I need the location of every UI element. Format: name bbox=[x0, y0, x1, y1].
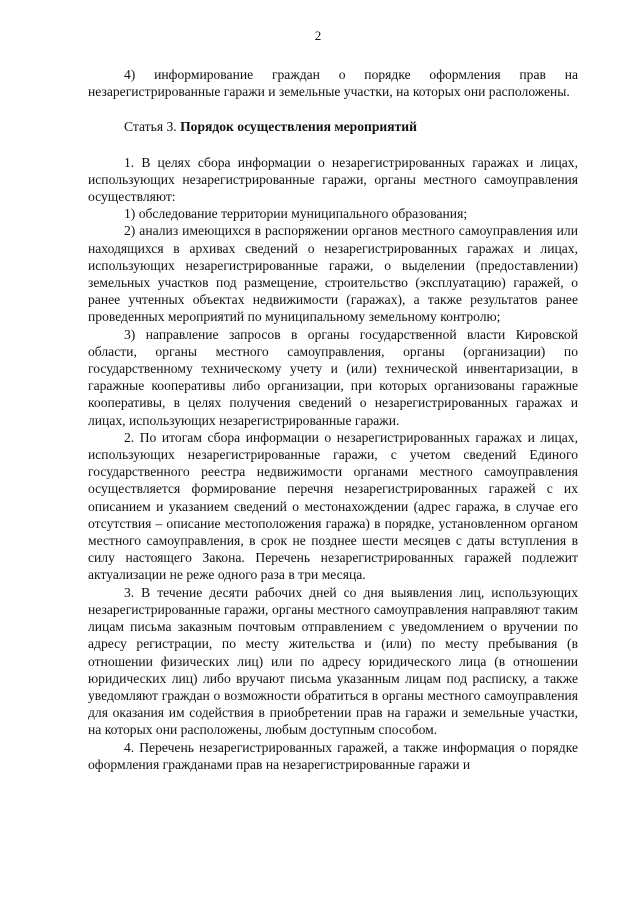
paragraph-1: 1. В целях сбора информации о незарегистрированных гаражах и лицах, использующих незарегистрированные гаражи, органы местного самоуправления осуществляют: bbox=[88, 154, 578, 205]
paragraph-2: 2. По итогам сбора информации о незарегистрированных гаражах и лицах, использующих незарегистрированные гаражи, с учетом сведений Единого государственного реестра недвижимости органами местного самоуправления осуществляется формирование перечня незарегистрированных гаражей с их описанием и указанием сведений о местонахождении (адрес гаража, в случае его отсутствия – описание местоположения гаража) в порядке, установленном органом местного самоуправления, в срок не позднее шести месяцев с даты вступления в силу настоящего Закона. Перечень незарегистрированных гаражей подлежит актуализации не реже одного раза в три месяца. bbox=[88, 429, 578, 583]
document-body bbox=[88, 66, 578, 773]
paragraph-1-item-1: 1) обследование территории муниципального образования; bbox=[124, 206, 468, 222]
article-title: Порядок осуществления мероприятий bbox=[180, 119, 417, 135]
paragraph-4: 4. Перечень незарегистрированных гаражей, а также информация о порядке оформления гражданами прав на незарегистрированные гаражи и bbox=[88, 739, 578, 772]
article-number: Статья 3. bbox=[124, 119, 177, 135]
paragraph-1-item-3: 3) направление запросов в органы государственной власти Кировской области, органы местного самоуправления, органы (организации) по государственному техническому учету и (или) технической инвентаризации, в гаражные кооперативы либо организации, при которых организованы гаражные кооперативы, в целях получения сведений о незарегистрированных гаражах и лицах, использующих незарегистрированные гаражи. bbox=[88, 326, 578, 428]
article-heading bbox=[88, 118, 578, 135]
paragraph-3: 3. В течение десяти рабочих дней со дня выявления лиц, использующих незарегистрированные гаражи, органы местного самоуправления направляют таким лицам письма заказным почтовым отправлением с уведомлением о вручении по адресу регистрации, по месту жительства и (или) по месту пребывания (в отношении физических лиц) или по адресу юридического лица (в отношении юридических лиц) либо вручают письма указанным лицам под расписку, а также уведомляют граждан о возможности обратиться в органы местного самоуправления для оказания им содействия в приобретении прав на гаражи и земельные участки, на которых они расположены, любым доступным способом. bbox=[88, 584, 578, 738]
paragraph-1-item-2: 2) анализ имеющихся в распоряжении органов местного самоуправления или находящихся в архивах сведений о незарегистрированных гаражах и лицах, использующих незарегистрированные гаражи, о выделении (предоставлении) земельных участков под размещение, строительство (эксплуатацию) гаражей, о ранее учтенных объектах недвижимости (гаражах), а также результатов ранее проведенных мероприятий по муниципальному земельному контролю; bbox=[88, 223, 578, 325]
paragraph-item-4: 4) информирование граждан о порядке оформления прав на незарегистрированные гаражи и земельные участки, на которых они расположены. bbox=[88, 67, 578, 100]
page-number: 2 bbox=[314, 28, 322, 43]
